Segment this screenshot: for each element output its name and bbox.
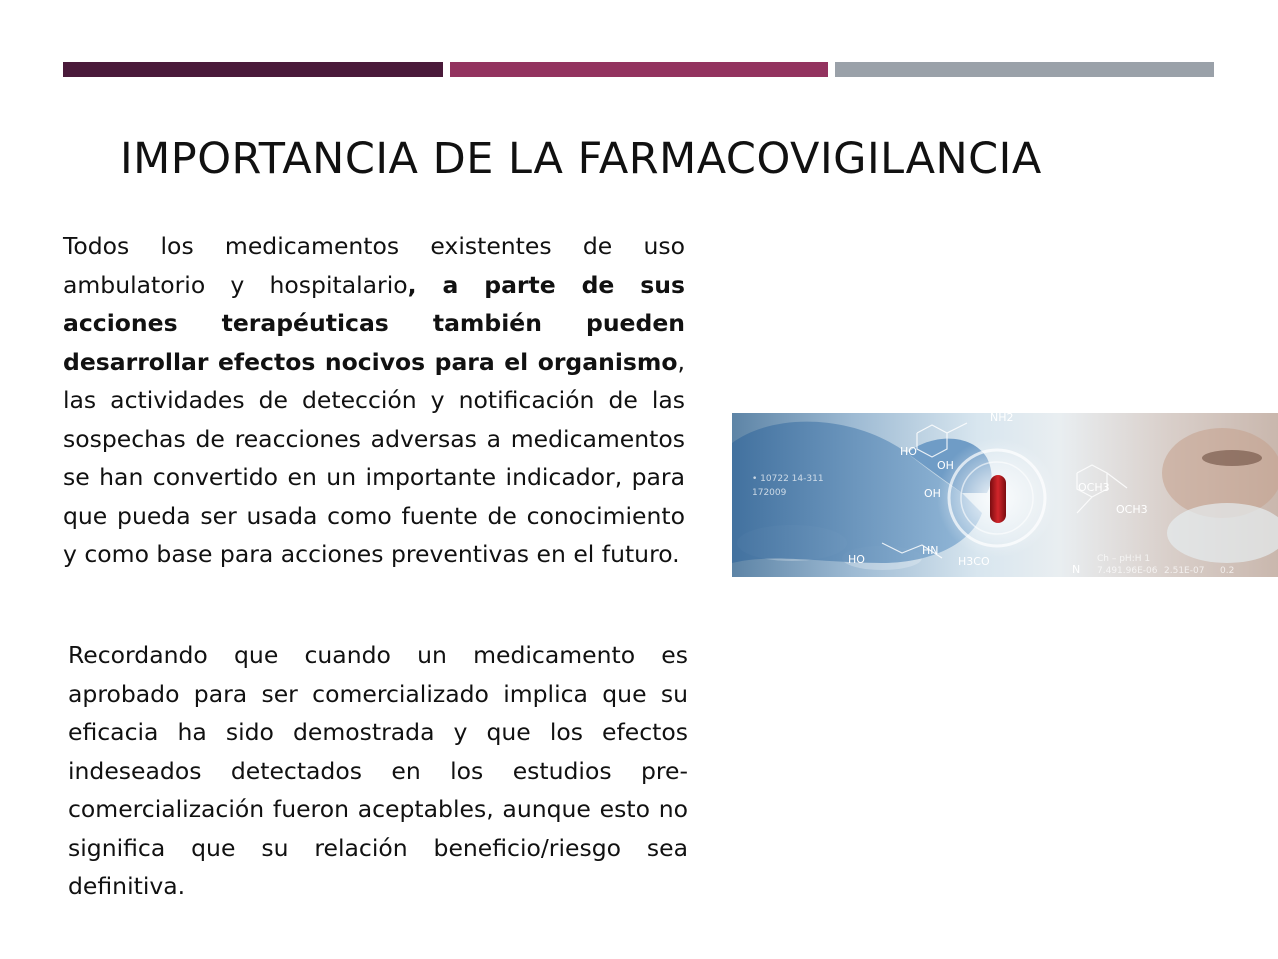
accent-bar-gray bbox=[835, 62, 1214, 77]
img-code-1: • 10722 14-311 bbox=[752, 474, 824, 484]
img-label-nh2: NH2 bbox=[990, 413, 1014, 424]
img-label-hn: HN bbox=[922, 544, 939, 557]
img-label-oh-2: OH bbox=[924, 487, 941, 500]
img-label-ho-2: HO bbox=[848, 553, 865, 566]
img-code-2: 172009 bbox=[752, 488, 787, 498]
img-code-6: 0.2 bbox=[1220, 566, 1235, 576]
img-code-4: 7.491.96E-06 bbox=[1097, 566, 1158, 576]
img-label-ho: HO bbox=[900, 445, 917, 458]
img-code-5: 2.51E-07 bbox=[1164, 566, 1205, 576]
accent-bar-magenta bbox=[450, 62, 828, 77]
img-label-oh: OH bbox=[937, 459, 954, 472]
img-label-och3-b: OCH3 bbox=[1116, 503, 1148, 516]
img-label-h3co: H3CO bbox=[958, 555, 990, 568]
paragraph1-part1: Todos los medicamentos existentes de uso ambulatorio y hospitalario bbox=[63, 232, 685, 299]
img-label-n: N bbox=[1072, 563, 1081, 576]
img-label-och3-a: OCH3 bbox=[1078, 481, 1110, 494]
paragraph1-part3: , las actividades de detección y notificación de las sospechas de reacciones adversas a medicamentos se han convertido en un importante indicador, para que pueda ser usada como fuente de conocimiento y como base para acciones preventivas en el futuro. bbox=[63, 347, 685, 568]
img-code-3: Ch – pH:H 1 bbox=[1097, 554, 1151, 564]
paragraph-recordando: Recordando que cuando un medicamento es aprobado para ser comercializado implica que su eficacia ha sido demostrada y que los efectos indeseados detectados en los estudios pre-comercialización fueron aceptables, aunque esto no significa que su relación beneficio/riesgo sea definitiva. bbox=[68, 641, 688, 900]
paragraph-farmacovigilancia bbox=[63, 227, 685, 574]
gloved-hand-capsule-image bbox=[732, 413, 1278, 577]
slide-title: IMPORTANCIA DE LA FARMACOVIGILANCIA bbox=[120, 134, 1042, 184]
accent-bar-dark-purple bbox=[63, 62, 443, 77]
paragraph1-bold-part: , a parte de sus acciones terapéuticas también pueden desarrollar efectos nocivos para el organismo bbox=[63, 270, 685, 376]
